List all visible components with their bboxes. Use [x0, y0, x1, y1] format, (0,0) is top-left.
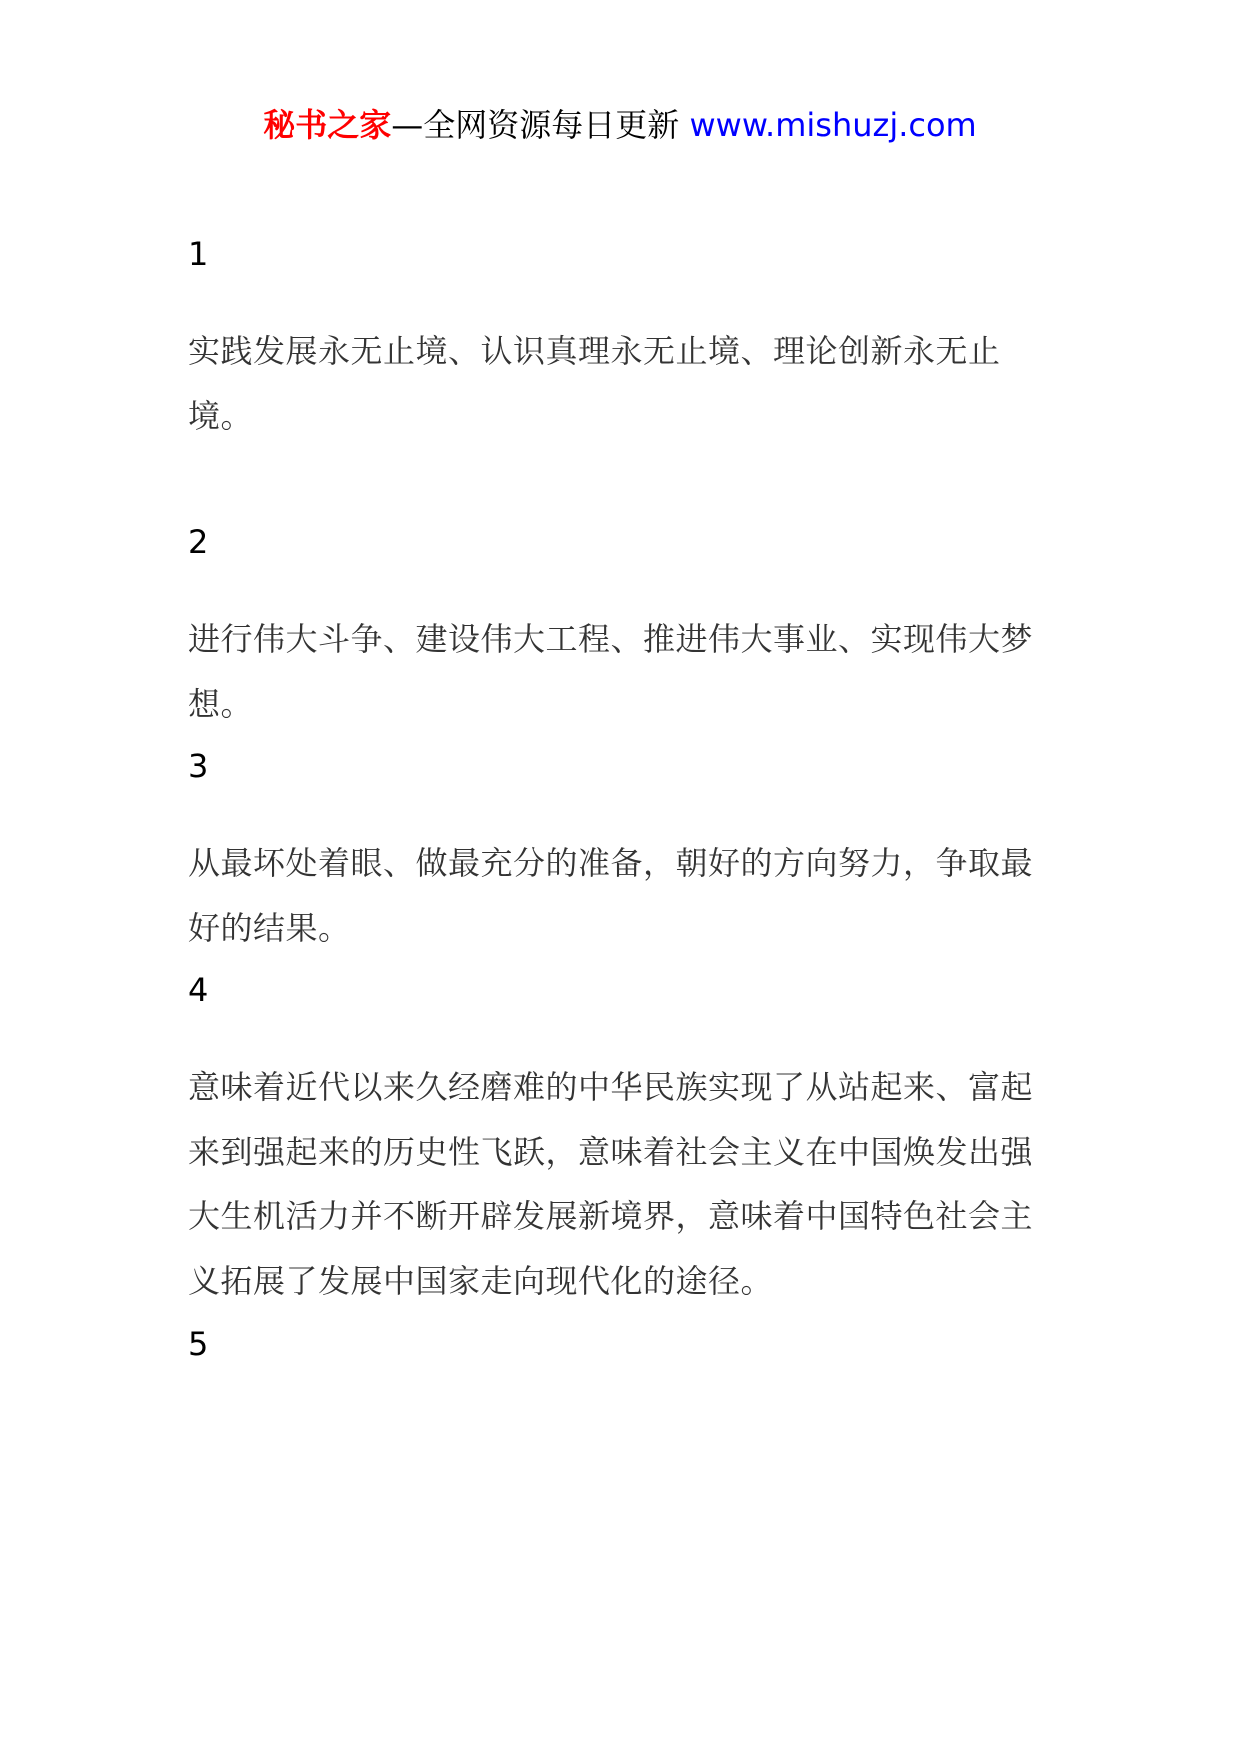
item-number: 3: [188, 747, 209, 785]
page-header: [0, 104, 1240, 146]
item-text: 意味着近代以来久经磨难的中华民族实现了从站起来、富起来到强起来的历史性飞跃，意味着社会主义在中国焕发出强大生机活力并不断开辟发展新境界，意味着中国特色社会主义拓展了发展中国家走向现代化的途径。: [188, 1068, 1034, 1300]
header-tagline: —全网资源每日更新: [391, 106, 690, 144]
item-text: 从最坏处着眼、做最充分的准备，朝好的方向努力，争取最好的结果。: [188, 844, 1034, 947]
item-number: 5: [188, 1325, 209, 1363]
item-text: 进行伟大斗争、建设伟大工程、推进伟大事业、实现伟大梦想。: [188, 620, 1034, 723]
item-number: 1: [188, 235, 209, 273]
item-number: 4: [188, 971, 209, 1009]
item-text: 实践发展永无止境、认识真理永无止境、理论创新永无止境。: [188, 332, 1001, 435]
item-number: 2: [188, 523, 209, 561]
website-link[interactable]: www.mishuzj.com: [689, 106, 977, 144]
brand-name: 秘书之家: [263, 106, 392, 144]
